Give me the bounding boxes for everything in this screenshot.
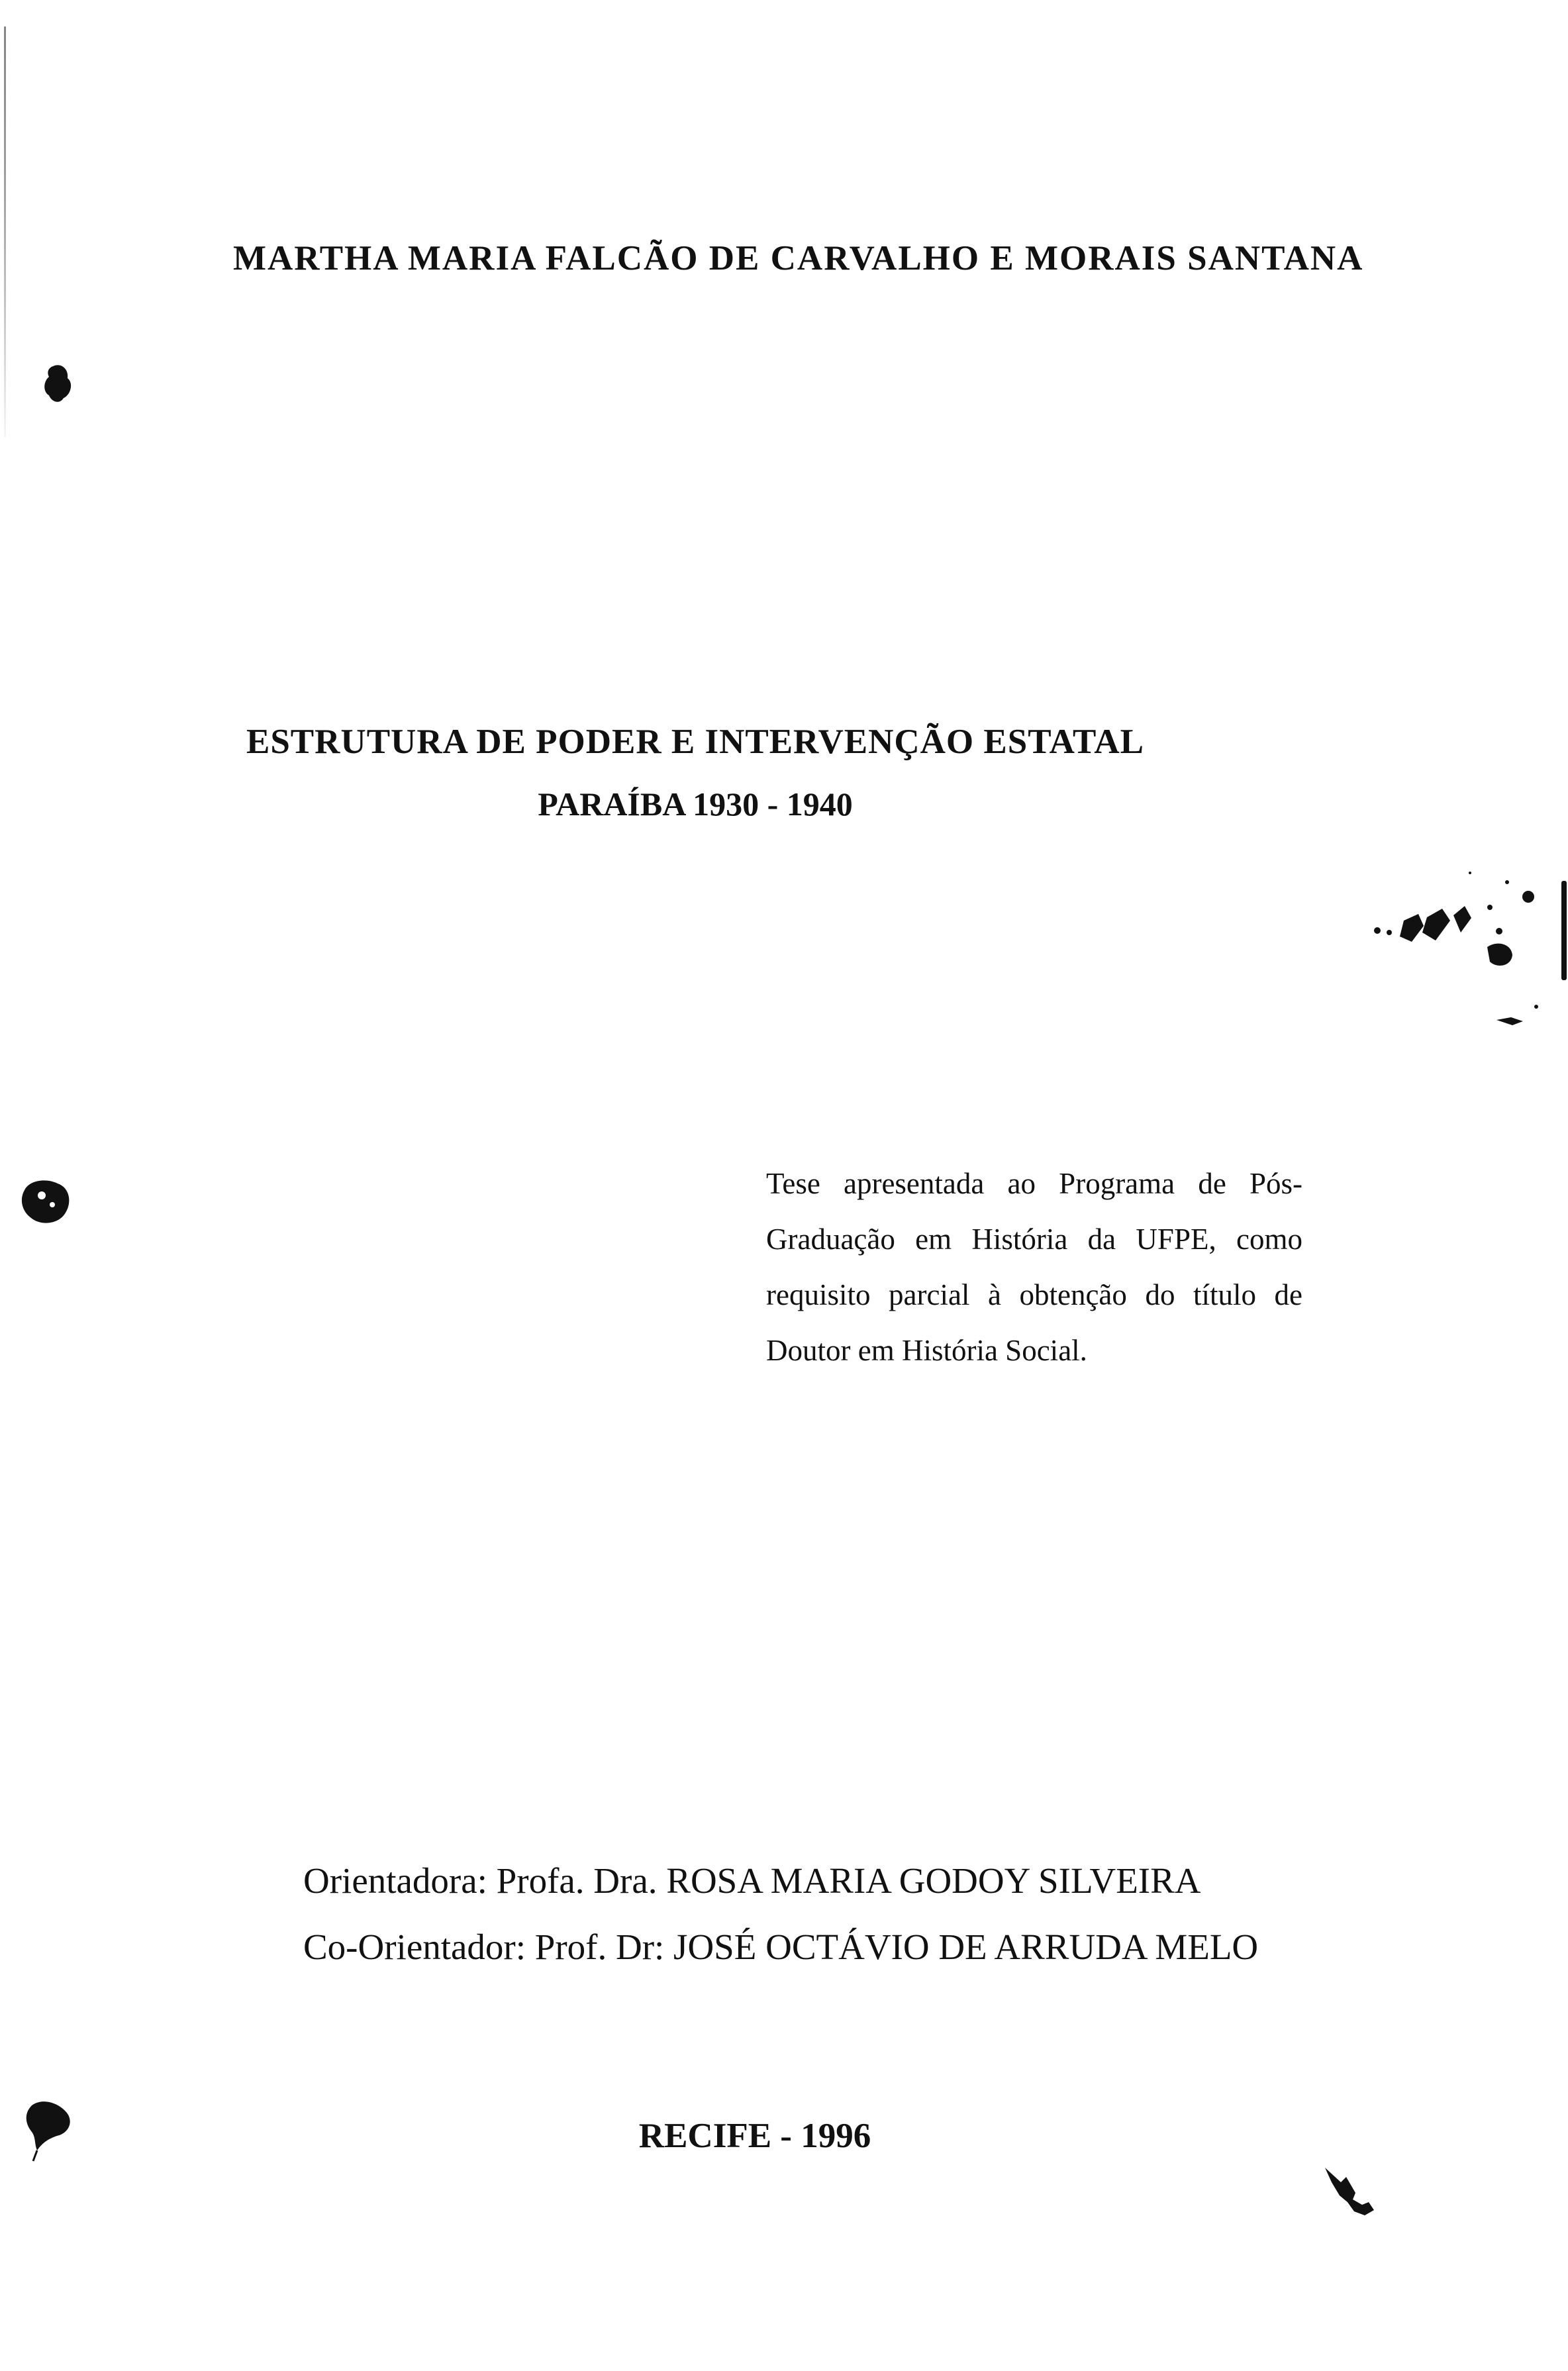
thesis-title: ESTRUTURA DE PODER E INTERVENÇÃO ESTATAL <box>246 723 1145 761</box>
ink-splatter-icon <box>1357 868 1556 1040</box>
ink-mark-icon <box>1321 2162 1381 2222</box>
author-name: MARTHA MARIA FALCÃO DE CARVALHO E MORAIS SANTANA <box>233 239 1364 277</box>
thesis-description: Tese apresentada ao Programa de Pós-Graduação em História da UFPE, como requisito parcial à obtenção do título de Doutor em História Social. <box>766 1167 1302 1367</box>
city-year: RECIFE - 1996 <box>638 2117 871 2155</box>
advisor-line: Orientadora: Profa. Dra. ROSA MARIA GODOY SILVEIRA <box>303 1860 1201 1901</box>
thesis-subtitle: PARAÍBA 1930 - 1940 <box>538 785 853 823</box>
scan-edge-shadow <box>4 26 6 437</box>
co-advisor-line: Co-Orientador: Prof. Dr: JOSÉ OCTÁVIO DE ARRUDA MELO <box>303 1927 1259 1967</box>
ink-blot-icon <box>40 361 79 407</box>
scan-edge-mark <box>1561 881 1567 980</box>
ink-blot-icon <box>17 1176 76 1229</box>
advisors-block <box>303 1848 1429 1980</box>
